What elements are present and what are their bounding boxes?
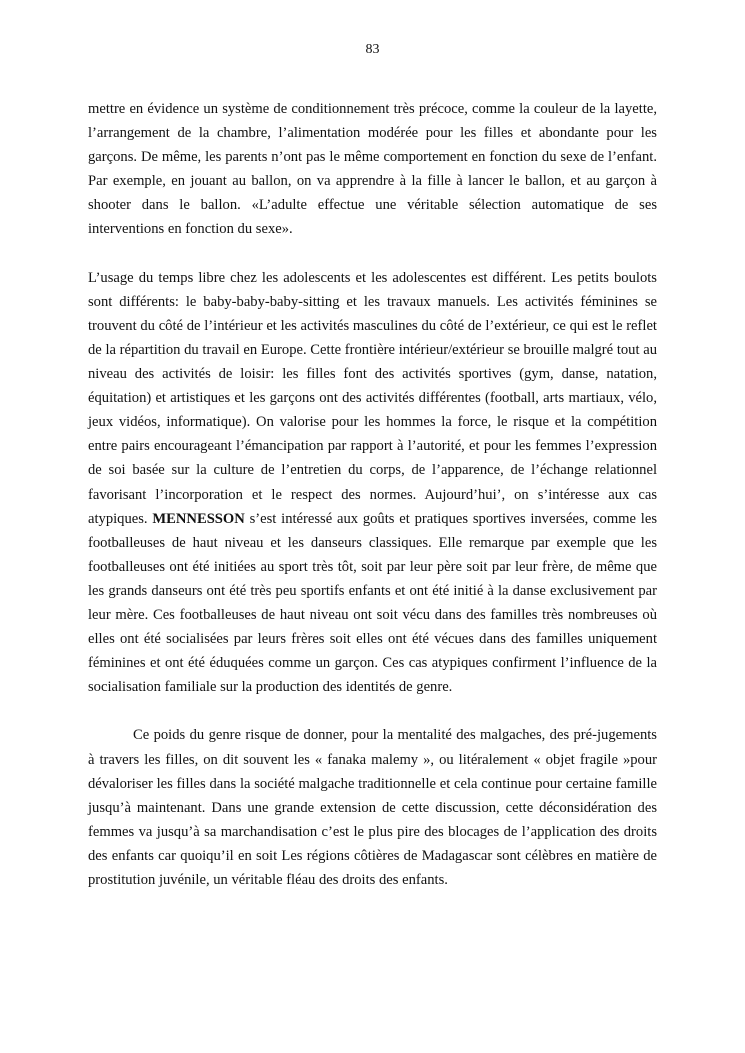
page-number: 83 xyxy=(365,42,380,57)
paragraph-spacer xyxy=(88,242,657,266)
paragraph-2 xyxy=(88,266,657,700)
author-name-mennesson: MENNESSON xyxy=(152,510,245,527)
paragraph-3: Ce poids du genre risque de donner, pour la mentalité des malgaches, des pré-jugements à travers les filles, on dit souvent les « fanaka malemy », ou litéralement « objet fragile »pour dévaloriser les filles dans la société malgache traditionnelle et cela continue pour certaine famille jusqu’à maintenant. Dans une grande extension de cette discussion, cette déconsidération des femmes va jusqu’à sa marchandisation c’est le plus pire des blocages de l’application des droits des enfants car quoiqu’il en soit Les régions côtières de Madagascar sont célèbres en matière de prostitution juvénile, un véritable fléau des droits des enfants. xyxy=(88,727,657,888)
paragraph-2-text-start: L’usage du temps libre chez les adolescents et les adolescentes est différent. Les petits boulots sont différents: le baby-baby-baby-sitting et les travaux manuels. Les activités féminines se trouvent du côté de l’intérieur et les activités masculines du côté de l’extérieur, ce qui est le reflet de la répartition du travail en Europe. Cette frontière intérieur/extérieur se brouille malgré tout au niveau des activités de loisir: les filles font des activités sportives (gym, danse, natation, équitation) et artistiques et les garçons ont des activités différentes (football, arts martiaux, vélo, jeux vidéos, informatique). On valorise pour les hommes la force, le risque et la compétition entre pairs encourageant l’émancipation par rapport à l’autorité, et pour les femmes l’expression de soi basée sur la culture de l’entretien du corps, de l’apparence, de l’échange relationnel favorisant l’incorporation et le respect des normes. Aujourd’hui’, on s’intéresse aux cas atypiques. xyxy=(88,269,657,527)
body-text xyxy=(88,97,657,892)
paragraph-2-text-end: s’est intéressé aux goûts et pratiques sportives inversées, comme les footballeuses de haut niveau et les danseurs classiques. Elle remarque par exemple que les footballeuses ont été initiées au sport très tôt, soit par leur père soit par leur frère, de même que les grands danseurs ont été très peu sportifs enfants et ont été initié à la danse exclusivement par leur mère. Ces footballeuses de haut niveau ont soit vécu dans des familles très nombreuses où elles ont été socialisées par leurs frères soit elles ont été vécues dans des familles uniquement féminines et ont été éduquées comme un garçon. Ces cas atypiques confirment l’influence de la socialisation familiale sur la production des identités de genre. xyxy=(88,510,657,696)
paragraph-1: mettre en évidence un système de conditionnement très précoce, comme la couleur de la layette, l’arrangement de la chambre, l’alimentation modérée pour les filles et abondante pour les garçons. De même, les parents n’ont pas le même comportement en fonction du sexe de l’enfant. Par exemple, en jouant au ballon, on va apprendre à la fille à lancer le ballon, et au garçon à shooter dans le ballon. «L’adulte effectue une véritable sélection automatique de ses interventions en fonction du sexe». xyxy=(88,101,657,238)
paragraph-spacer xyxy=(88,699,657,723)
